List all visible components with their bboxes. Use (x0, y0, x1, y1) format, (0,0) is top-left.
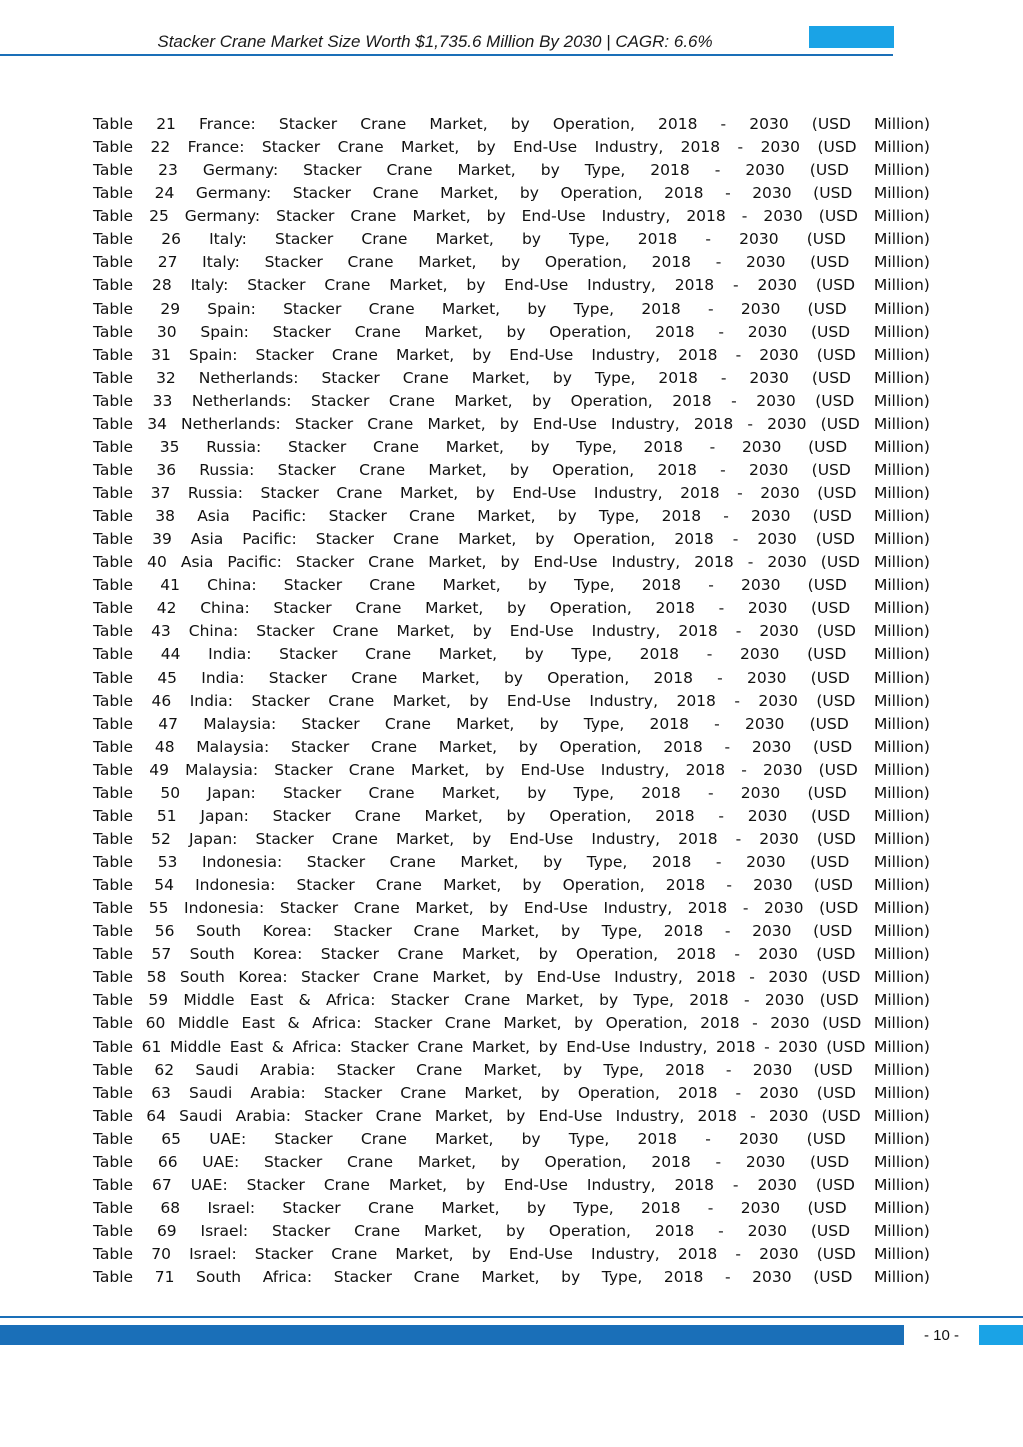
list-item: Table 46 India: Stacker Crane Market, by End-Use Industry, 2018 - 2030 (USD Million) (93, 691, 930, 710)
footer-divider (0, 1316, 1023, 1318)
list-item: Table 37 Russia: Stacker Crane Market, by End-Use Industry, 2018 - 2030 (USD Million) (93, 484, 930, 502)
list-item: Table 65 UAE: Stacker Crane Market, by Type, 2018 - 2030 (USD Million) (93, 1129, 930, 1148)
list-item: Table 31 Spain: Stacker Crane Market, by End-Use Industry, 2018 - 2030 (USD Million) (93, 345, 930, 364)
list-item: Table 24 Germany: Stacker Crane Market, by Operation, 2018 - 2030 (USD Million) (93, 184, 930, 203)
list-item: Table 67 UAE: Stacker Crane Market, by End-Use Industry, 2018 - 2030 (USD Million) (93, 1175, 930, 1194)
list-item: Table 63 Saudi Arabia: Stacker Crane Market, by Operation, 2018 - 2030 (USD Million) (93, 1083, 930, 1102)
list-item: Table 36 Russia: Stacker Crane Market, by Operation, 2018 - 2030 (USD Million) (93, 460, 930, 479)
list-item: Table 22 France: Stacker Crane Market, by End-Use Industry, 2018 - 2030 (USD Million) (93, 138, 930, 157)
page-number: - 10 - (923, 1327, 959, 1344)
list-item: Table 41 China: Stacker Crane Market, by Type, 2018 - 2030 (USD Million) (93, 576, 930, 595)
list-item: Table 25 Germany: Stacker Crane Market, by End-Use Industry, 2018 - 2030 (USD Million) (93, 207, 930, 226)
list-item: Table 64 Saudi Arabia: Stacker Crane Market, by End-Use Industry, 2018 - 2030 (USD Million) (93, 1106, 930, 1125)
page-header-title: Stacker Crane Market Size Worth $1,735.6 Million By 2030 | CAGR: 6.6% (157, 32, 713, 51)
list-item: Table 33 Netherlands: Stacker Crane Market, by Operation, 2018 - 2030 (USD Million) (93, 391, 930, 410)
list-item: Table 71 South Africa: Stacker Crane Market, by Type, 2018 - 2030 (USD Million) (93, 1268, 930, 1287)
list-item: Table 48 Malaysia: Stacker Crane Market, by Operation, 2018 - 2030 (USD Million) (93, 737, 930, 756)
list-item: Table 27 Italy: Stacker Crane Market, by Operation, 2018 - 2030 (USD Million) (93, 253, 930, 272)
table-list (93, 113, 930, 1289)
list-item: Table 66 UAE: Stacker Crane Market, by Operation, 2018 - 2030 (USD Million) (93, 1152, 930, 1171)
list-item: Table 32 Netherlands: Stacker Crane Market, by Type, 2018 - 2030 (USD Million) (93, 368, 930, 387)
list-item: Table 61 Middle East & Africa: Stacker Crane Market, by End-Use Industry, 2018 - 2030 (USD Million) (93, 1037, 930, 1056)
list-item: Table 68 Israel: Stacker Crane Market, by Type, 2018 - 2030 (USD Million) (93, 1198, 930, 1217)
list-item: Table 26 Italy: Stacker Crane Market, by Type, 2018 - 2030 (USD Million) (93, 230, 930, 249)
list-item: Table 29 Spain: Stacker Crane Market, by Type, 2018 - 2030 (USD Million) (93, 299, 930, 318)
list-item: Table 35 Russia: Stacker Crane Market, by Type, 2018 - 2030 (USD Million) (93, 437, 930, 456)
list-item: Table 34 Netherlands: Stacker Crane Market, by End-Use Industry, 2018 - 2030 (USD Million) (93, 414, 930, 433)
header-accent-block (809, 26, 894, 48)
footer-accent-block (979, 1325, 1023, 1345)
list-item: Table 57 South Korea: Stacker Crane Market, by Operation, 2018 - 2030 (USD Million) (93, 945, 930, 964)
list-item: Table 42 China: Stacker Crane Market, by Operation, 2018 - 2030 (USD Million) (93, 599, 930, 618)
list-item: Table 69 Israel: Stacker Crane Market, by Operation, 2018 - 2030 (USD Million) (93, 1222, 930, 1240)
list-item: Table 43 China: Stacker Crane Market, by End-Use Industry, 2018 - 2030 (USD Million) (93, 622, 930, 641)
list-item: Table 52 Japan: Stacker Crane Market, by End-Use Industry, 2018 - 2030 (USD Million) (93, 829, 930, 848)
list-item: Table 47 Malaysia: Stacker Crane Market, by Type, 2018 - 2030 (USD Million) (93, 714, 930, 733)
list-item: Table 54 Indonesia: Stacker Crane Market, by Operation, 2018 - 2030 (USD Million) (93, 876, 930, 895)
list-item: Table 21 France: Stacker Crane Market, by Operation, 2018 - 2030 (USD Million) (93, 115, 930, 133)
list-item: Table 28 Italy: Stacker Crane Market, by End-Use Industry, 2018 - 2030 (USD Million) (93, 276, 930, 295)
list-item: Table 40 Asia Pacific: Stacker Crane Market, by End-Use Industry, 2018 - 2030 (USD Million) (93, 553, 930, 572)
list-item: Table 59 Middle East & Africa: Stacker Crane Market, by Type, 2018 - 2030 (USD Million) (93, 991, 930, 1010)
list-item: Table 45 India: Stacker Crane Market, by Operation, 2018 - 2030 (USD Million) (93, 668, 930, 687)
list-item: Table 60 Middle East & Africa: Stacker Crane Market, by Operation, 2018 - 2030 (USD Million) (93, 1014, 930, 1033)
footer-bar (0, 1325, 904, 1345)
list-item: Table 55 Indonesia: Stacker Crane Market, by End-Use Industry, 2018 - 2030 (USD Million) (93, 899, 930, 918)
header-divider (0, 54, 893, 56)
list-item: Table 49 Malaysia: Stacker Crane Market, by End-Use Industry, 2018 - 2030 (USD Million) (93, 760, 930, 779)
list-item: Table 44 India: Stacker Crane Market, by Type, 2018 - 2030 (USD Million) (93, 645, 930, 664)
list-item: Table 23 Germany: Stacker Crane Market, by Type, 2018 - 2030 (USD Million) (93, 161, 930, 180)
list-item: Table 56 South Korea: Stacker Crane Market, by Type, 2018 - 2030 (USD Million) (93, 922, 930, 941)
list-item: Table 38 Asia Pacific: Stacker Crane Market, by Type, 2018 - 2030 (USD Million) (93, 507, 930, 526)
list-item: Table 58 South Korea: Stacker Crane Market, by End-Use Industry, 2018 - 2030 (USD Million) (93, 968, 930, 987)
list-item: Table 70 Israel: Stacker Crane Market, by End-Use Industry, 2018 - 2030 (USD Million) (93, 1245, 930, 1264)
list-item: Table 39 Asia Pacific: Stacker Crane Market, by Operation, 2018 - 2030 (USD Million) (93, 530, 930, 549)
list-item: Table 50 Japan: Stacker Crane Market, by Type, 2018 - 2030 (USD Million) (93, 783, 930, 802)
list-item: Table 30 Spain: Stacker Crane Market, by Operation, 2018 - 2030 (USD Million) (93, 322, 930, 341)
list-item: Table 62 Saudi Arabia: Stacker Crane Market, by Type, 2018 - 2030 (USD Million) (93, 1060, 930, 1079)
list-item: Table 51 Japan: Stacker Crane Market, by Operation, 2018 - 2030 (USD Million) (93, 806, 930, 825)
list-item: Table 53 Indonesia: Stacker Crane Market, by Type, 2018 - 2030 (USD Million) (93, 853, 930, 871)
